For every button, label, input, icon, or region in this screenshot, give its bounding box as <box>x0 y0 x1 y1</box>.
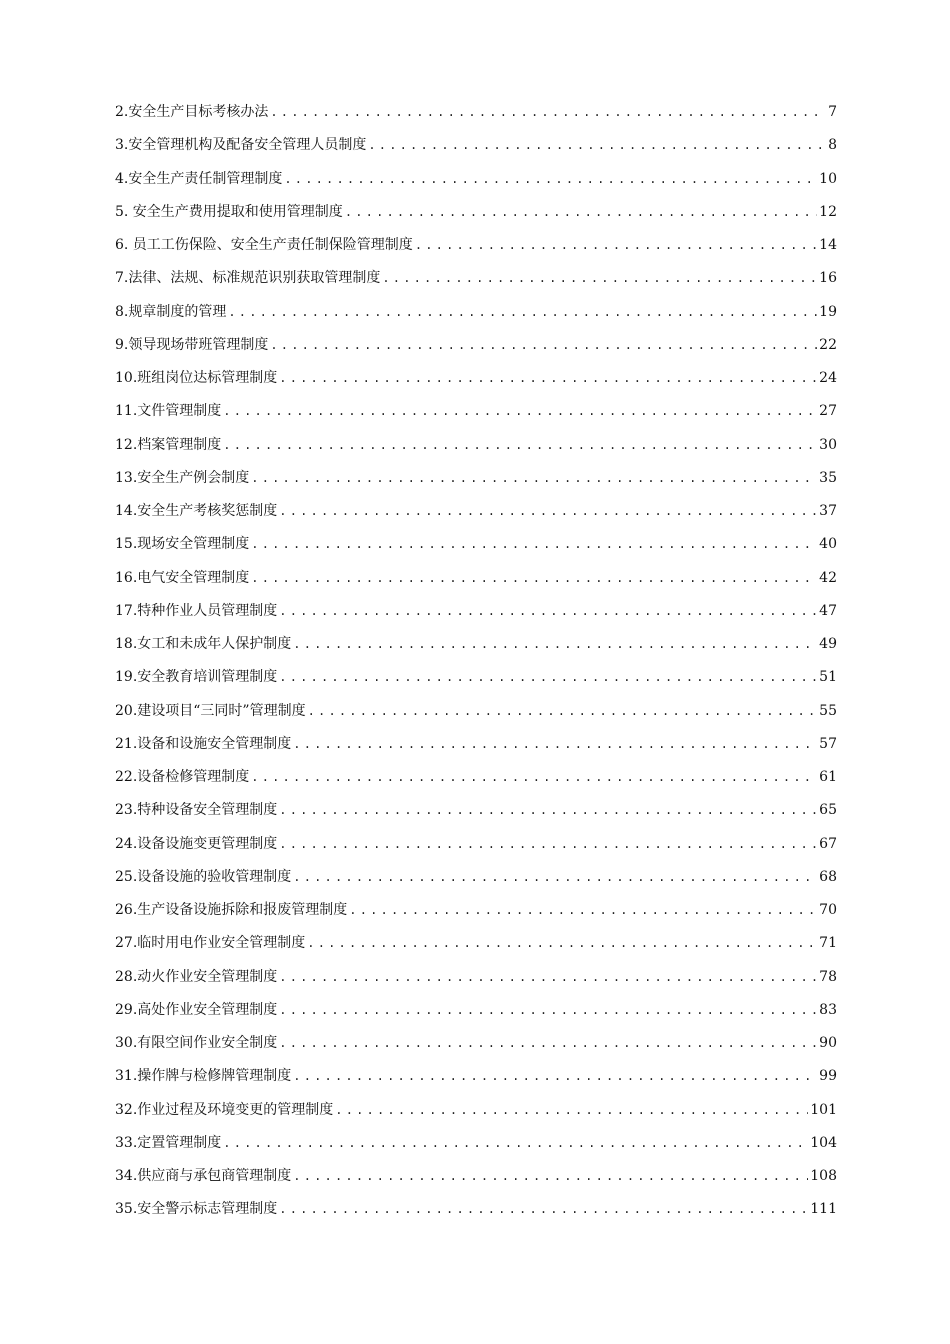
toc-entry-title: 20.建设项目“三同时”管理制度 <box>115 702 306 719</box>
toc-entry[interactable] <box>115 861 837 894</box>
toc-entry-title: 14.安全生产考核奖惩制度 <box>115 503 278 519</box>
toc-entry-page-number: 51 <box>819 669 837 686</box>
toc-entry-page-number: 14 <box>819 237 837 253</box>
toc-entry-page-number: 90 <box>819 1035 837 1051</box>
toc-entry[interactable] <box>115 1127 837 1160</box>
toc-entry-page-number: 30 <box>819 436 837 453</box>
toc-dot-leader <box>270 329 817 362</box>
toc-dot-leader <box>223 429 817 462</box>
toc-entry-title: 31.操作牌与检修牌管理制度 <box>115 1068 292 1085</box>
toc-entry-page-number: 47 <box>819 602 837 619</box>
toc-entry-page-number: 40 <box>819 536 837 553</box>
toc-entry[interactable] <box>115 362 837 395</box>
toc-dot-leader <box>284 163 817 196</box>
toc-entry-title: 4.安全生产责任制管理制度 <box>115 170 283 187</box>
toc-entry-page-number: 65 <box>819 802 837 819</box>
toc-entry[interactable] <box>115 894 837 927</box>
toc-entry-title: 32.作业过程及环境变更的管理制度 <box>115 1101 334 1118</box>
toc-entry-title: 33.定置管理制度 <box>115 1134 222 1151</box>
toc-entry-page-number: 67 <box>819 835 837 852</box>
toc-entry[interactable] <box>115 927 837 960</box>
toc-dot-leader <box>368 129 825 162</box>
toc-entry[interactable] <box>115 262 837 295</box>
toc-dot-leader <box>279 362 817 395</box>
toc-dot-leader <box>270 96 825 129</box>
toc-entry-title: 18.女工和未成年人保护制度 <box>115 636 292 652</box>
toc-dot-leader <box>293 861 817 894</box>
toc-dot-leader <box>279 495 817 528</box>
toc-dot-leader <box>251 562 817 595</box>
toc-entry[interactable] <box>115 528 837 561</box>
toc-entry-page-number: 16 <box>819 270 837 287</box>
toc-entry-title: 34.供应商与承包商管理制度 <box>115 1168 292 1184</box>
toc-dot-leader <box>335 1094 808 1127</box>
toc-entry-title: 30.有限空间作业安全制度 <box>115 1035 278 1051</box>
toc-dot-leader <box>279 595 817 628</box>
toc-entry-title: 8.规章制度的管理 <box>115 303 227 320</box>
toc-dot-leader <box>223 395 817 428</box>
toc-dot-leader <box>279 961 817 994</box>
toc-entry-page-number: 61 <box>819 769 837 785</box>
toc-entry-page-number: 78 <box>819 968 837 985</box>
toc-entry-title: 7.法律、法规、标准规范识别获取管理制度 <box>115 270 381 287</box>
toc-entry[interactable] <box>115 495 837 528</box>
toc-entry-title: 6. 员工工伤保险、安全生产责任制保险管理制度 <box>115 237 413 253</box>
toc-entry[interactable] <box>115 229 837 262</box>
toc-dot-leader <box>279 1027 817 1060</box>
toc-dot-leader <box>279 994 817 1027</box>
toc-entry-page-number: 12 <box>819 203 837 220</box>
toc-entry[interactable] <box>115 1160 837 1193</box>
toc-entry-title: 15.现场安全管理制度 <box>115 536 250 553</box>
toc-dot-leader <box>279 794 817 827</box>
toc-entry[interactable] <box>115 429 837 462</box>
toc-entry-page-number: 104 <box>810 1134 837 1151</box>
toc-entry[interactable] <box>115 761 837 794</box>
toc-entry[interactable] <box>115 994 837 1027</box>
toc-entry[interactable] <box>115 562 837 595</box>
toc-entry[interactable] <box>115 595 837 628</box>
toc-entry[interactable] <box>115 163 837 196</box>
toc-dot-leader <box>251 528 817 561</box>
toc-entry[interactable] <box>115 129 837 162</box>
toc-entry-page-number: 99 <box>819 1068 837 1085</box>
toc-entry-title: 35.安全警示标志管理制度 <box>115 1201 278 1218</box>
toc-entry[interactable] <box>115 828 837 861</box>
toc-entry[interactable] <box>115 1193 837 1226</box>
toc-entry[interactable] <box>115 1027 837 1060</box>
toc-entry-page-number: 24 <box>819 370 837 386</box>
toc-entry-title: 17.特种作业人员管理制度 <box>115 602 278 619</box>
toc-dot-leader <box>293 1160 808 1193</box>
toc-entry-title: 24.设备设施变更管理制度 <box>115 835 278 852</box>
toc-dot-leader <box>293 728 817 761</box>
toc-entry-title: 11.文件管理制度 <box>115 403 222 420</box>
toc-entry-title: 29.高处作业安全管理制度 <box>115 1001 278 1018</box>
toc-entry-page-number: 37 <box>819 503 837 519</box>
toc-entry-title: 12.档案管理制度 <box>115 436 222 453</box>
toc-entry-page-number: 10 <box>819 170 837 187</box>
toc-dot-leader <box>228 296 817 329</box>
toc-entry-title: 10.班组岗位达标管理制度 <box>115 370 278 386</box>
toc-dot-leader <box>279 828 817 861</box>
toc-entry-title: 2.安全生产目标考核办法 <box>115 104 269 120</box>
toc-dot-leader <box>349 894 817 927</box>
toc-dot-leader <box>279 661 817 694</box>
toc-dot-leader <box>308 695 818 728</box>
toc-entry-page-number: 8 <box>828 137 837 154</box>
toc-entry[interactable] <box>115 329 837 362</box>
toc-entry[interactable] <box>115 794 837 827</box>
toc-entry-page-number: 101 <box>810 1101 837 1118</box>
toc-entry[interactable] <box>115 1060 837 1093</box>
toc-dot-leader <box>307 927 817 960</box>
toc-entry-title: 9.领导现场带班管理制度 <box>115 336 269 353</box>
toc-entry-page-number: 71 <box>819 935 837 952</box>
toc-entry[interactable] <box>115 661 837 694</box>
toc-dot-leader <box>251 462 817 495</box>
toc-entry-page-number: 57 <box>819 735 837 752</box>
toc-entry-page-number: 49 <box>819 636 837 652</box>
toc-entry-page-number: 111 <box>810 1201 837 1218</box>
toc-dot-leader <box>293 1060 817 1093</box>
toc-entry-page-number: 35 <box>819 469 837 486</box>
toc-entry[interactable] <box>115 695 837 728</box>
toc-entry-title: 5. 安全生产费用提取和使用管理制度 <box>115 203 343 220</box>
toc-entry-page-number: 55 <box>819 702 837 719</box>
toc-entry[interactable] <box>115 961 837 994</box>
toc-entry-title: 3.安全管理机构及配备安全管理人员制度 <box>115 137 367 154</box>
toc-entry-title: 23.特种设备安全管理制度 <box>115 802 278 819</box>
toc-entry-title: 27.临时用电作业安全管理制度 <box>115 935 306 952</box>
toc-entry-page-number: 19 <box>819 303 837 320</box>
toc-entry[interactable] <box>115 395 837 428</box>
toc-entry[interactable] <box>115 628 837 661</box>
toc-entry-page-number: 27 <box>819 403 837 420</box>
toc-entry-page-number: 42 <box>819 569 837 586</box>
toc-entry-title: 22.设备检修管理制度 <box>115 769 250 785</box>
toc-dot-leader <box>345 196 817 229</box>
toc-entry-page-number: 83 <box>819 1001 837 1018</box>
toc-entry[interactable] <box>115 462 837 495</box>
toc-dot-leader <box>223 1127 808 1160</box>
toc-entry[interactable] <box>115 728 837 761</box>
toc-entry[interactable] <box>115 96 837 129</box>
toc-entry-title: 26.生产设备设施拆除和报废管理制度 <box>115 902 348 918</box>
toc-entry-title: 25.设备设施的验收管理制度 <box>115 868 292 885</box>
toc-entry-title: 19.安全教育培训管理制度 <box>115 669 278 686</box>
toc-entry-page-number: 108 <box>810 1168 837 1184</box>
table-of-contents <box>115 96 837 1227</box>
toc-dot-leader <box>293 628 817 661</box>
toc-entry[interactable] <box>115 196 837 229</box>
toc-entry-title: 21.设备和设施安全管理制度 <box>115 735 292 752</box>
toc-entry-page-number: 7 <box>828 104 837 120</box>
toc-dot-leader <box>279 1193 808 1226</box>
toc-dot-leader <box>382 262 817 295</box>
toc-entry[interactable] <box>115 1094 837 1127</box>
toc-entry[interactable] <box>115 296 837 329</box>
toc-dot-leader <box>251 761 817 794</box>
toc-entry-title: 16.电气安全管理制度 <box>115 569 250 586</box>
toc-dot-leader <box>415 229 817 262</box>
toc-entry-page-number: 70 <box>819 902 837 918</box>
toc-entry-page-number: 68 <box>819 868 837 885</box>
toc-entry-page-number: 22 <box>819 336 837 353</box>
toc-entry-title: 13.安全生产例会制度 <box>115 469 250 486</box>
toc-entry-title: 28.动火作业安全管理制度 <box>115 968 278 985</box>
